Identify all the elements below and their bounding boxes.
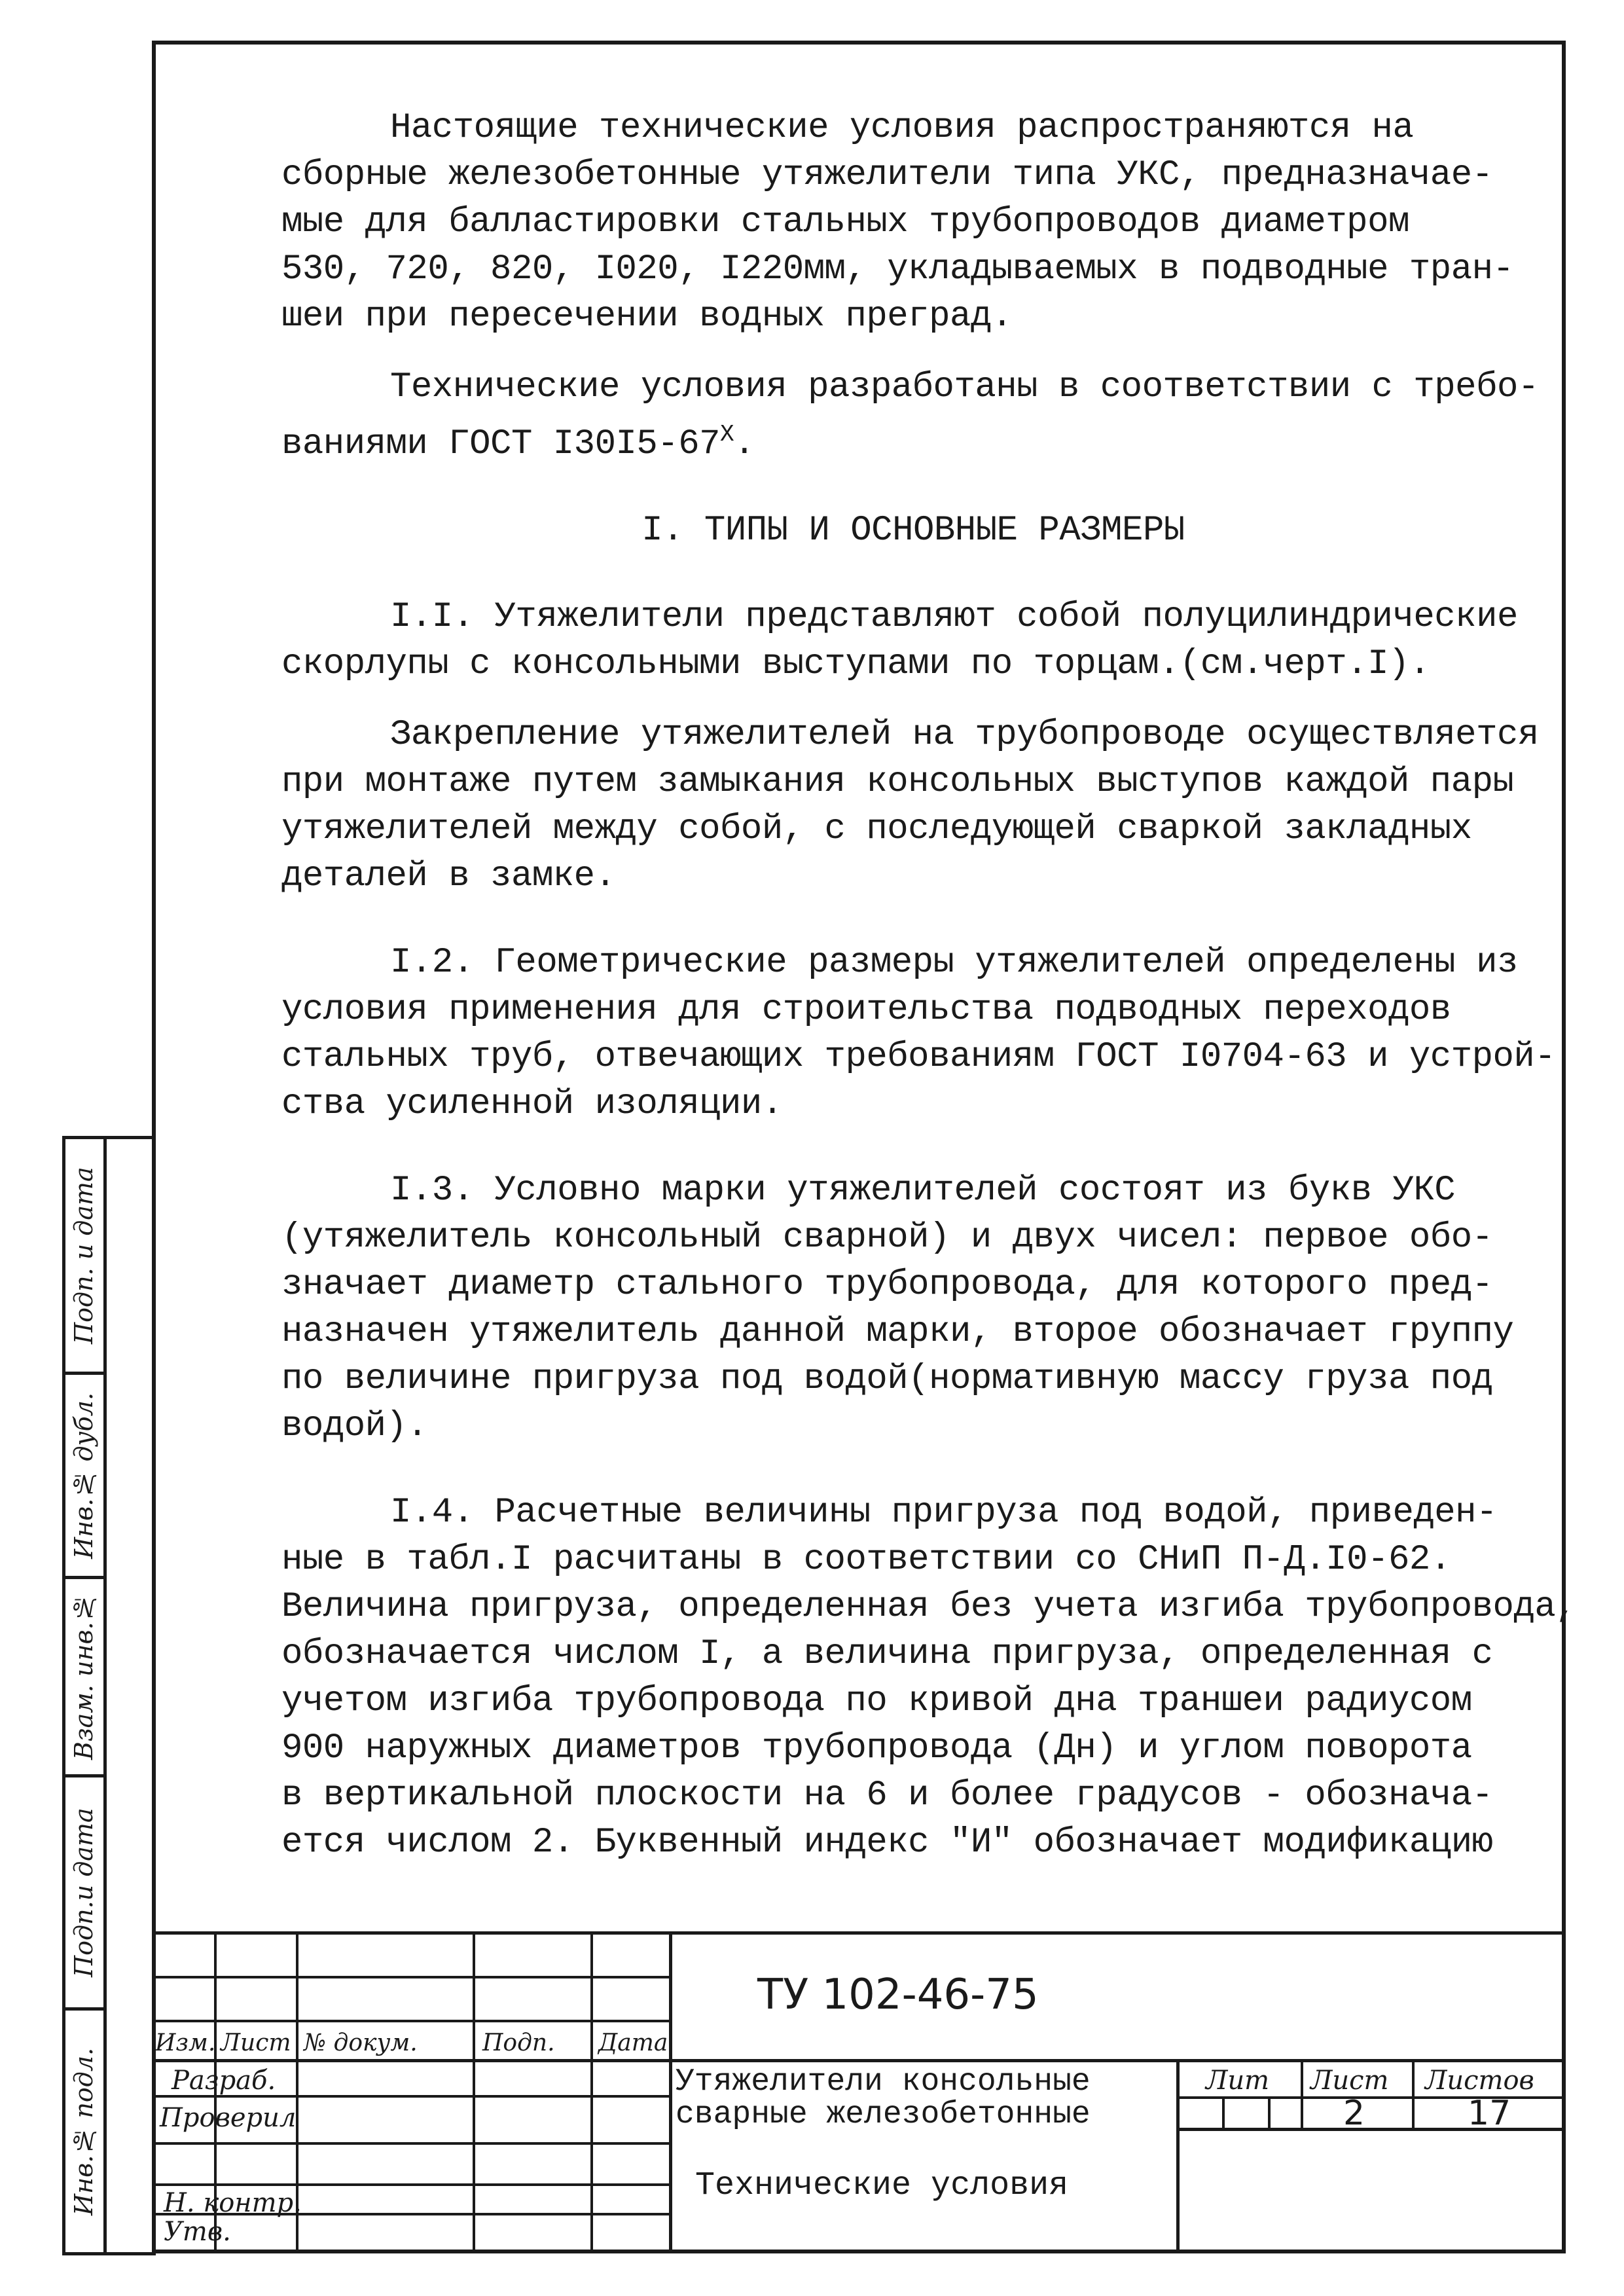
side-cell	[65, 1375, 103, 1579]
text-line: 530, 720, 820, I020, I220мм, укладываемых в подводные тран-	[281, 249, 1514, 289]
role-approver: Утв.	[164, 2217, 231, 2247]
side-stamp	[62, 1136, 156, 2255]
text-line: значает диаметр стального трубопровода, для которого пред-	[281, 1265, 1493, 1305]
superscript-mark: X	[720, 421, 734, 448]
side-label-sign-date-2: Подп.и дата	[69, 1808, 98, 1977]
sheet-count: 17	[1468, 2094, 1511, 2133]
intro-paragraph	[281, 105, 1545, 340]
section-heading	[281, 507, 1545, 555]
text-line: Закрепление утяжелителей на трубопроводе осуществляется	[390, 715, 1539, 755]
side-stamp-divider	[103, 1139, 107, 2252]
text-line: (утяжелитель консольный сварной) и двух чисел: первое обо-	[281, 1218, 1493, 1258]
clause-1-3	[281, 1167, 1545, 1450]
side-cell	[65, 1579, 103, 1777]
text-line	[281, 411, 1545, 468]
side-cell	[65, 1139, 103, 1375]
text-line: скорлупы с консольными выступами по торцам.(см.черт.I).	[281, 644, 1430, 684]
text-line: назначен утяжелитель данной марки, второе обозначает группу	[281, 1312, 1514, 1352]
text-line: по величине пригруза под водой(нормативную массу груза под	[281, 1359, 1493, 1399]
role-checker: Проверил	[160, 2103, 297, 2133]
clause-1-4	[281, 1489, 1577, 1867]
document-code: ТУ 102-46-75	[757, 1971, 1039, 2019]
text-line: деталей в замке.	[281, 856, 616, 896]
side-cell	[65, 2011, 103, 2253]
stamp-rule	[473, 1931, 475, 2253]
document-body	[281, 105, 1577, 1890]
col-header-change: Изм.	[155, 2030, 216, 2056]
stamp-rule	[1412, 2059, 1415, 2128]
text-line: ется числом 2. Буквенный индекс "И" обозначает модификацию	[281, 1823, 1493, 1863]
side-label-original-number: Инв.№ подл.	[69, 2047, 98, 2216]
text-line: условия применения для строительства подводных переходов	[281, 990, 1451, 1030]
stamp-rule	[1268, 2096, 1271, 2128]
text-line: обозначается числом I, а величина пригруза, определенная с	[281, 1634, 1493, 1674]
col-header-doc-number: № докум.	[304, 2030, 418, 2056]
col-header-signature: Подп.	[482, 2030, 555, 2056]
text-line: Технические условия разработаны в соответствии с требо-	[390, 367, 1539, 407]
text-line: I.3. Условно марки утяжелителей состоят из букв УКС	[390, 1171, 1456, 1211]
sheet-number: 2	[1343, 2094, 1365, 2133]
stamp-rule	[590, 1931, 593, 2253]
role-developer: Разраб.	[171, 2066, 276, 2096]
text-line: стальных труб, отвечающих требованиям ГОСТ I0704-63 и устрой-	[281, 1037, 1556, 1077]
sheet-label: Лист	[1310, 2066, 1389, 2096]
fastening-paragraph	[281, 712, 1545, 900]
stamp-rule	[1176, 2059, 1180, 2253]
title-block	[152, 1931, 1566, 2253]
text-line: шеи при пересечении водных преград.	[281, 297, 1013, 337]
text-line: I.4. Расчетные величины пригруза под водой, приведен-	[390, 1493, 1497, 1533]
text-line: в вертикальной плоскости на 6 и более градусов - обознача-	[281, 1776, 1493, 1815]
standard-reference-paragraph	[281, 364, 1545, 468]
text-line: I.2. Геометрические размеры утяжелителей определены из	[390, 943, 1518, 983]
section-title: I. ТИПЫ И ОСНОВНЫЕ РАЗМЕРЫ	[641, 511, 1185, 551]
lit-label: Лит	[1206, 2066, 1270, 2096]
text-line: I.I. Утяжелители представляют собой полуцилиндрические	[390, 597, 1518, 637]
stamp-rule	[669, 1931, 672, 2253]
text-line: учетом изгиба трубопровода по кривой дна траншеи радиусом	[281, 1681, 1472, 1721]
side-label-dup-number: Инв.№ дубл.	[69, 1392, 98, 1559]
sheets-label: Листов	[1425, 2066, 1534, 2096]
text-line: мые для балластировки стальных трубопроводов диаметром	[281, 202, 1409, 242]
clause-1-2	[281, 939, 1556, 1128]
stamp-rule	[1222, 2096, 1225, 2128]
stamp-rule	[152, 1931, 1566, 1935]
text-line: ства усиленной изоляции.	[281, 1084, 783, 1124]
text-line: Величина пригруза, определенная без учета изгиба трубопровода,	[281, 1587, 1577, 1627]
text-line: Настоящие технические условия распространяются на	[390, 108, 1414, 148]
stamp-rule	[152, 2059, 1566, 2062]
role-norm-control: Н. контр.	[164, 2188, 302, 2218]
period: .	[734, 424, 755, 464]
document-title	[676, 2066, 1091, 2131]
text-line: водой).	[281, 1406, 428, 1446]
stamp-rule	[1301, 2059, 1303, 2128]
text-line: 900 наружных диаметров трубопровода (Дн) и углом поворота	[281, 1728, 1472, 1768]
col-header-date: Дата	[598, 2030, 668, 2056]
title-line: Утяжелители консольные	[676, 2064, 1091, 2100]
clause-1-1	[281, 594, 1545, 688]
side-cell	[65, 1777, 103, 2011]
gost-reference: ваниями ГОСТ I30I5-67	[281, 424, 721, 464]
title-line: сварные железобетонные	[676, 2097, 1091, 2132]
text-line: утяжелителей между собой, с последующей сваркой закладных	[281, 809, 1472, 849]
side-label-sign-date: Подп. и дата	[69, 1167, 98, 1344]
text-line: при монтаже путем замыкания консольных выступов каждой пары	[281, 762, 1514, 802]
side-label-replacement: Взам. инв.№	[69, 1593, 98, 1760]
text-line: ные в табл.I расчитаны в соответствии со СНиП П-Д.I0-62.	[281, 1540, 1451, 1580]
col-header-sheet: Лист	[221, 2030, 291, 2056]
text-line: сборные железобетонные утяжелители типа УКС, предназначае-	[281, 155, 1493, 195]
document-subtitle: Технические условия	[695, 2167, 1069, 2204]
